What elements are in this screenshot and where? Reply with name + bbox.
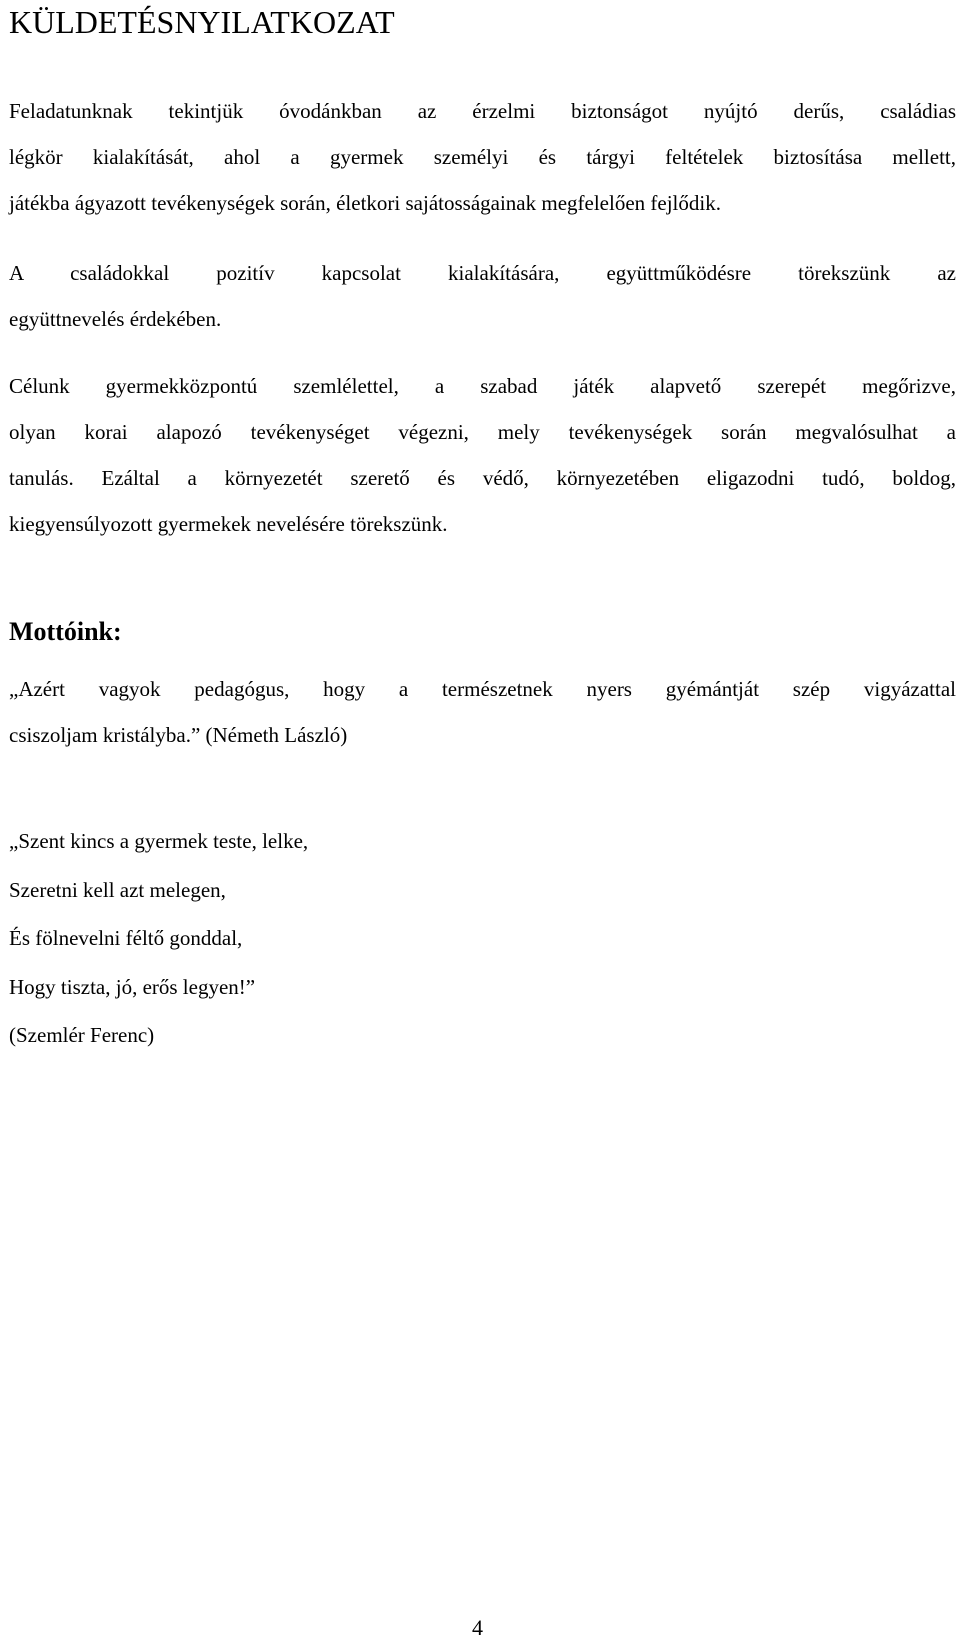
motto-quote-1 <box>9 666 956 758</box>
paragraph-line: tanulás. Ezáltal a környezetét szerető és védő, környezetében eligazodni tudó, boldog, <box>9 466 956 490</box>
paragraph-line: együttnevelés érdekében. <box>9 307 222 331</box>
poem-line: „Szent kincs a gyermek teste, lelke, <box>9 829 309 853</box>
mission-paragraph-2 <box>9 250 956 342</box>
mission-paragraph-1 <box>9 88 956 226</box>
paragraph-line: Célunk gyermekközpontú szemlélettel, a szabad játék alapvető szerepét megőrizve, <box>9 374 956 398</box>
page-title: KÜLDETÉSNYILATKOZAT <box>9 4 395 40</box>
paragraph-line: olyan korai alapozó tevékenységet végezni, mely tevékenységek során megvalósulhat a <box>9 420 956 444</box>
paragraph-line: légkör kialakítását, ahol a gyermek személyi és tárgyi feltételek biztosítása mellett, <box>9 145 956 169</box>
paragraph-line: Feladatunknak tekintjük óvodánkban az érzelmi biztonságot nyújtó derűs, családias <box>9 99 956 123</box>
poem-line: És fölnevelni féltő gonddal, <box>9 926 243 950</box>
paragraph-line: játékba ágyazott tevékenységek során, életkori sajátosságainak megfelelően fejlődik. <box>9 191 721 215</box>
quote-line: „Azért vagyok pedagógus, hogy a természetnek nyers gyémántját szép vigyázattal <box>9 677 956 701</box>
poem-line: Hogy tiszta, jó, erős legyen!” <box>9 974 256 999</box>
quote-line: csiszoljam kristályba.” (Németh László) <box>9 723 348 747</box>
poem-author: (Szemlér Ferenc) <box>9 1023 155 1047</box>
motto-poem <box>9 817 308 1060</box>
page-number: 4 <box>472 1615 483 1640</box>
paragraph-line: A családokkal pozitív kapcsolat kialakítására, együttműködésre törekszünk az <box>9 261 956 285</box>
poem-line: Szeretni kell azt melegen, <box>9 877 226 902</box>
paragraph-line: kiegyensúlyozott gyermekek nevelésére törekszünk. <box>9 512 448 536</box>
mission-paragraph-3 <box>9 363 956 547</box>
mottos-heading: Mottóink: <box>9 617 122 646</box>
